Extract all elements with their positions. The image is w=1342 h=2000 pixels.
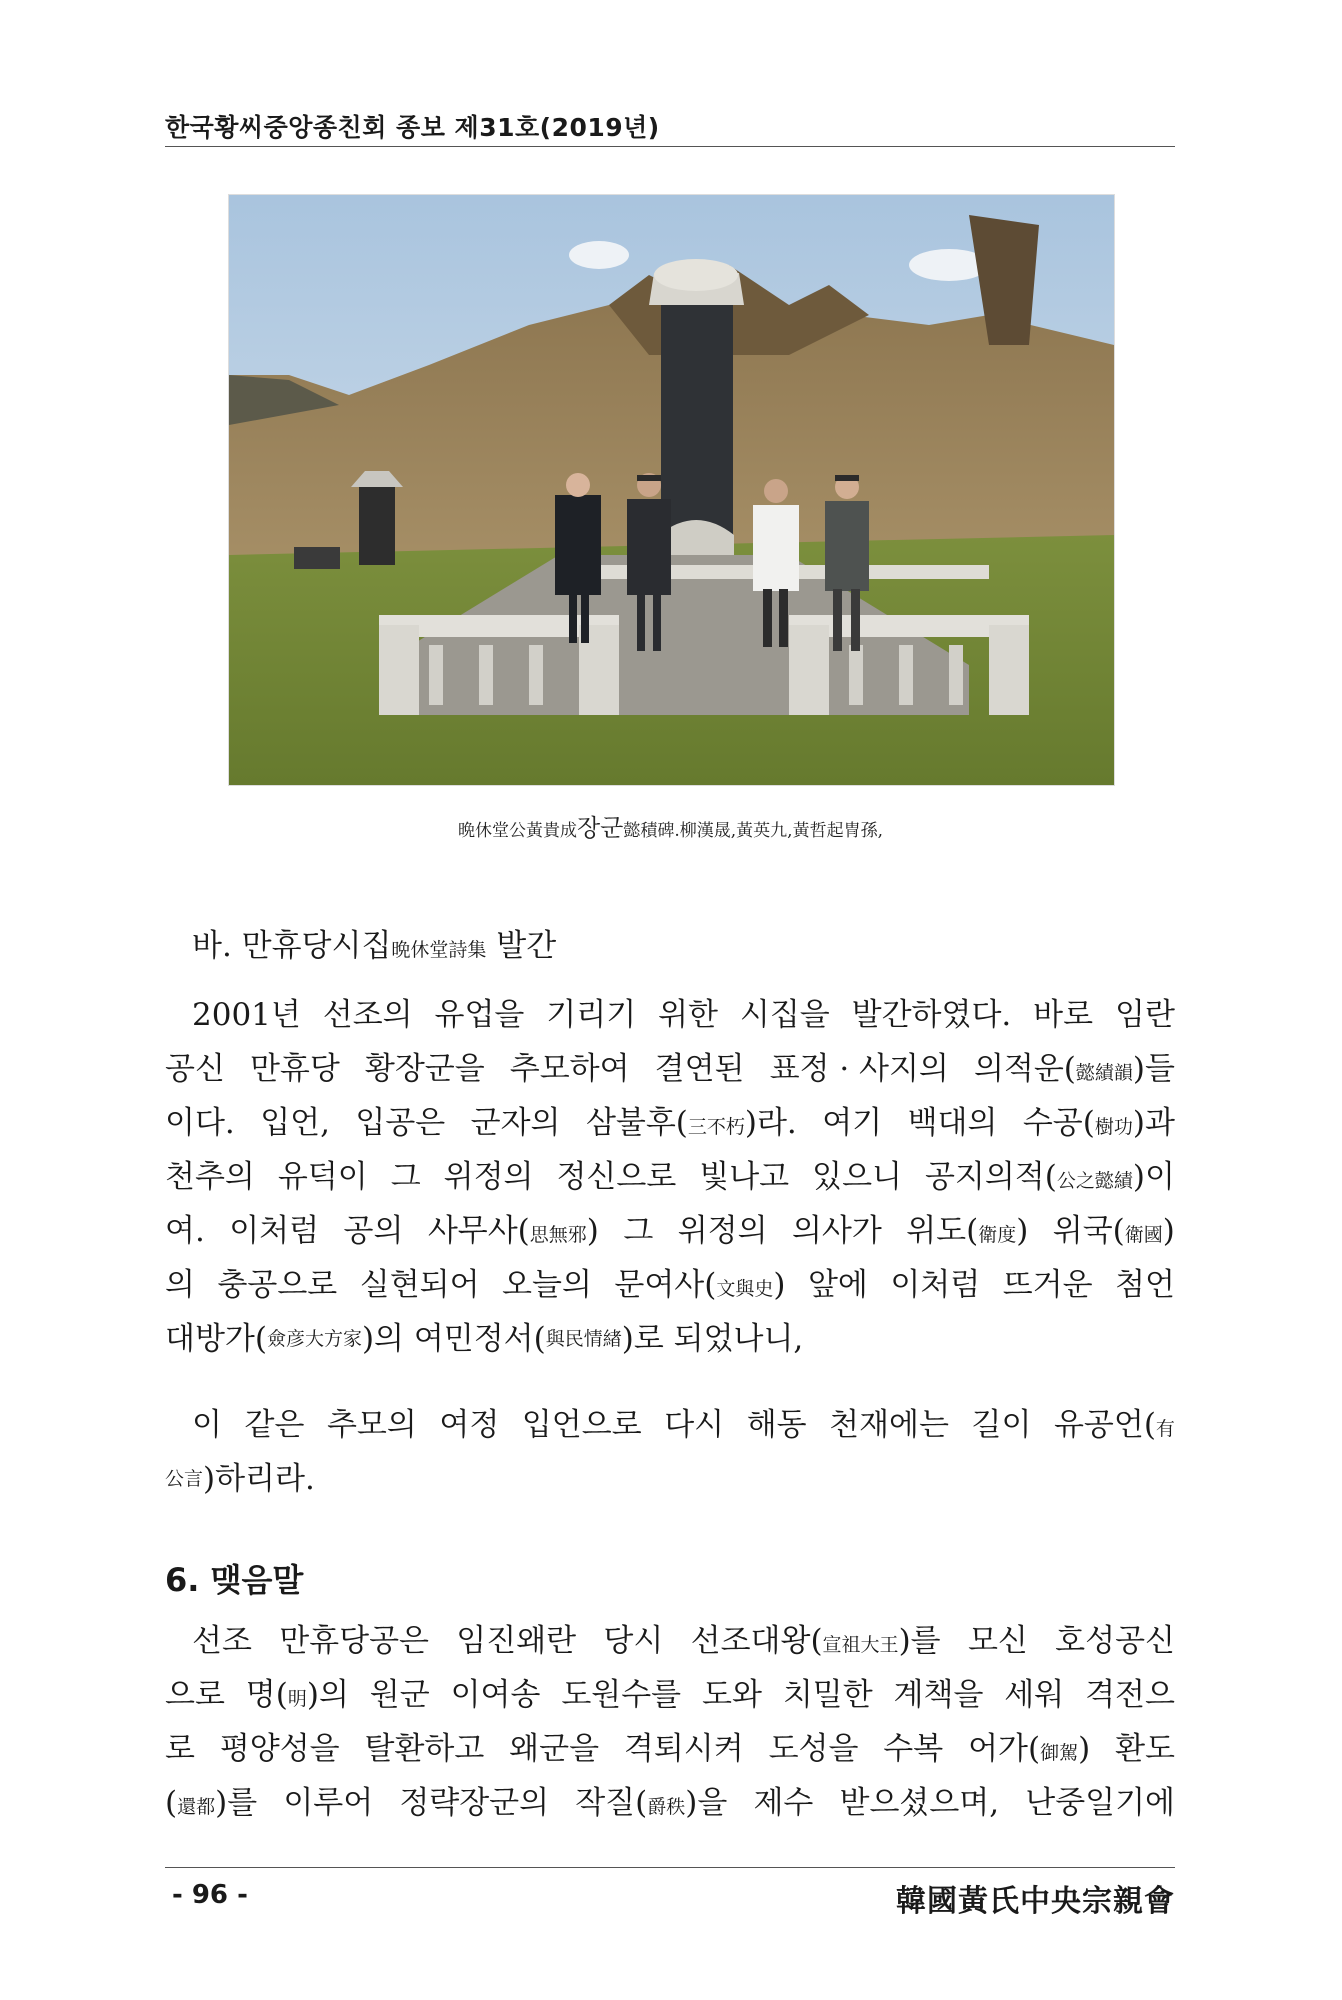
text-run: 이루어 <box>283 1785 374 1821</box>
text-run: 이 <box>192 1407 222 1443</box>
hanja-gloss: 爵秩 <box>647 1796 686 1818</box>
word <box>279 1614 429 1668</box>
word <box>1055 1614 1175 1668</box>
text-run: 같은 <box>244 1407 305 1443</box>
text-run: 작질( <box>575 1785 648 1821</box>
text-run: 의사가 <box>791 1213 882 1249</box>
word <box>808 1258 868 1312</box>
hanja-gloss: 懿績韻 <box>1075 1062 1133 1084</box>
text-run: )의 <box>306 1677 349 1713</box>
section-heading-ba <box>192 920 556 965</box>
text-run: 환도 <box>1115 1731 1175 1767</box>
text-run: 임진왜란 <box>456 1623 577 1659</box>
word <box>968 1614 1028 1668</box>
word <box>753 1776 813 1830</box>
text-run: 위국( <box>1052 1213 1125 1249</box>
word <box>829 1398 949 1452</box>
page-header-title: 한국황씨중앙종친회 종보 제31호(2019년) <box>165 113 660 142</box>
para1-line <box>165 1150 1175 1204</box>
text-run: 도와 <box>702 1677 762 1713</box>
text-run: 수공( <box>1022 1105 1095 1141</box>
text-run: 치밀한 <box>782 1677 873 1713</box>
text-run: 받으셨으며, <box>839 1785 1000 1821</box>
text-run: 여기 <box>822 1105 883 1141</box>
text-run: 이다. <box>165 1105 235 1141</box>
word <box>217 1258 337 1312</box>
text-run: 위한 <box>658 997 718 1033</box>
text-run: )과 <box>1132 1105 1175 1141</box>
word <box>792 1204 882 1258</box>
word <box>890 1258 980 1312</box>
word <box>399 1776 549 1830</box>
word <box>664 1398 724 1452</box>
word <box>192 988 301 1042</box>
word <box>323 988 413 1042</box>
word <box>229 1204 319 1258</box>
word <box>165 1150 255 1204</box>
caption-big: 장군 <box>577 814 624 842</box>
section-suffix: 발간 <box>486 928 557 964</box>
text-run: ) <box>1016 1213 1029 1249</box>
text-run: 계책을 <box>893 1677 984 1713</box>
text-run: 평양성을 <box>219 1731 340 1767</box>
memorial-photo <box>228 194 1115 786</box>
word <box>165 1668 225 1722</box>
text-run: 표정 · 사지의 <box>769 1051 949 1087</box>
text-run: 호성공신 <box>1055 1623 1175 1659</box>
word <box>456 1614 576 1668</box>
word <box>1115 988 1175 1042</box>
text-run: 추모하여 <box>509 1051 630 1087</box>
word <box>1115 1258 1175 1312</box>
text-run: 세워 <box>1004 1677 1065 1713</box>
word <box>220 1722 340 1776</box>
text-run: 의적운( <box>973 1051 1076 1087</box>
text-run: 선조의 <box>322 997 413 1033</box>
word <box>344 1204 404 1258</box>
word <box>575 1776 727 1830</box>
paragraph-2 <box>165 1398 1175 1506</box>
word <box>883 1722 943 1776</box>
section-hanja: 晩休堂詩集 <box>391 939 487 961</box>
text-run: 임란 <box>1115 997 1175 1033</box>
section-heading-6: 6. 맺음말 <box>165 1561 304 1599</box>
text-run: 도성을 <box>768 1731 859 1767</box>
word <box>1085 1668 1175 1722</box>
para1-line <box>165 988 1175 1042</box>
word <box>435 988 525 1042</box>
text-run: 만휴당공은 <box>279 1623 429 1659</box>
word <box>968 1722 1090 1776</box>
photo-caption <box>228 808 1113 843</box>
word <box>246 1668 349 1722</box>
word <box>471 1096 561 1150</box>
text-run: 공신 <box>165 1051 225 1087</box>
word <box>250 1042 340 1096</box>
text-run: 기리기 <box>546 997 637 1033</box>
word <box>165 1722 195 1776</box>
text-run: )를 <box>898 1623 941 1659</box>
text-run: 천재에는 <box>829 1407 949 1443</box>
word <box>1004 1668 1064 1722</box>
para3-line <box>165 1614 1175 1668</box>
footer-org-logo: 韓國黃氏中央宗親會 <box>896 1884 1175 1919</box>
para2-line <box>165 1398 1175 1452</box>
page-number: - 96 - <box>172 1880 248 1910</box>
hanja-gloss: 與民情緖 <box>545 1328 622 1350</box>
text-run: ) <box>1078 1731 1091 1767</box>
text-run: 위정의 <box>443 1159 534 1195</box>
text-run: 유업을 <box>434 997 525 1033</box>
word <box>603 1614 663 1668</box>
hanja-gloss: 樹功 <box>1094 1116 1133 1138</box>
word <box>972 1398 1032 1452</box>
hanja-gloss: 公之懿績 <box>1056 1170 1133 1192</box>
caption-post: 懿積碑.柳漢晟,黃英九,黃哲起冑孫, <box>623 821 883 841</box>
text-run: 왜군을 <box>509 1731 600 1767</box>
text-run: )라. <box>744 1105 797 1141</box>
word <box>360 1258 480 1312</box>
text-run: 입언, <box>260 1105 330 1141</box>
text-run: 모신 <box>967 1623 1028 1659</box>
word <box>691 1614 941 1668</box>
text-run: ) <box>773 1267 786 1303</box>
word <box>509 1722 599 1776</box>
text-run: 다시 <box>664 1407 725 1443</box>
text-run: 선조대왕( <box>690 1623 823 1659</box>
text-run: 여. <box>165 1213 205 1249</box>
word <box>546 988 636 1042</box>
text-run: 뜨거운 <box>1002 1267 1093 1303</box>
word <box>370 1668 430 1722</box>
word <box>365 1042 485 1096</box>
para3-line <box>165 1722 1175 1776</box>
text-run: 그 <box>623 1213 654 1249</box>
word <box>906 1204 1028 1258</box>
word <box>283 1776 373 1830</box>
hanja-gloss: 有 <box>1155 1418 1175 1440</box>
text-run: 탈환하고 <box>364 1731 485 1767</box>
text-run: 추모의 <box>326 1407 417 1443</box>
word <box>439 1398 499 1452</box>
word <box>974 1042 1175 1096</box>
section-prefix: 바. 만휴당시집 <box>192 928 392 964</box>
word <box>770 1042 949 1096</box>
text-run: 당시 <box>603 1623 664 1659</box>
hanja-gloss: 文與史 <box>716 1278 774 1300</box>
word <box>428 1204 599 1258</box>
para3-line <box>165 1776 1175 1830</box>
word <box>783 1668 873 1722</box>
text-run: 유공언( <box>1053 1407 1156 1443</box>
word <box>165 1776 257 1830</box>
hanja-gloss: 三不朽 <box>687 1116 745 1138</box>
word <box>658 988 718 1042</box>
word <box>365 1722 485 1776</box>
text-run: 바로 <box>1033 997 1094 1033</box>
word <box>925 1150 1175 1204</box>
hanja-gloss: 思無邪 <box>529 1224 587 1246</box>
text-run: )들 <box>1132 1051 1175 1087</box>
word <box>1025 1776 1175 1830</box>
word <box>655 1042 745 1096</box>
hanja-gloss: 明 <box>287 1688 307 1710</box>
word <box>624 1722 744 1776</box>
word <box>451 1668 541 1722</box>
text-run: 이여송 <box>450 1677 541 1713</box>
text-run: 오늘의 <box>502 1267 592 1303</box>
word <box>165 1096 235 1150</box>
text-run: 황장군을 <box>364 1051 485 1087</box>
word <box>561 1668 681 1722</box>
hanja-gloss: 御駕 <box>1040 1742 1079 1764</box>
word <box>444 1150 534 1204</box>
hanja-gloss: 公言 <box>165 1468 204 1490</box>
text-run: 이처럼 <box>229 1213 320 1249</box>
text-run: 선조 <box>192 1623 252 1659</box>
text-run: 수복 <box>883 1731 944 1767</box>
text-run: 위정의 <box>677 1213 768 1249</box>
word <box>678 1204 768 1258</box>
word <box>1023 1096 1175 1150</box>
text-run: ) <box>1162 1213 1175 1249</box>
word <box>586 1096 797 1150</box>
text-run: 유덕이 <box>277 1159 368 1195</box>
text-run: 정략장군의 <box>399 1785 550 1821</box>
text-run: 제수 <box>753 1785 814 1821</box>
word <box>260 1096 330 1150</box>
text-run: ) <box>586 1213 599 1249</box>
word <box>192 1614 252 1668</box>
hanja-gloss: 宣祖大王 <box>822 1634 899 1656</box>
word <box>699 1150 789 1204</box>
text-run: ( <box>165 1785 178 1821</box>
text-run: 결연된 <box>654 1051 745 1087</box>
word <box>355 1096 445 1150</box>
text-run: )하리라. <box>203 1461 315 1497</box>
text-run: 천추의 <box>165 1159 255 1195</box>
text-run: 첨언 <box>1115 1267 1175 1303</box>
word <box>1053 1204 1175 1258</box>
text-run: 만휴당 <box>249 1051 340 1087</box>
word <box>165 1204 205 1258</box>
word <box>852 988 1012 1042</box>
text-run: 해동 <box>746 1407 807 1443</box>
paragraph-3 <box>165 1614 1175 1830</box>
para1-line <box>165 1096 1175 1150</box>
hanja-gloss: 衛度 <box>978 1224 1017 1246</box>
text-run: 공의 <box>343 1213 404 1249</box>
text-run: 발간하였다. <box>851 997 1012 1033</box>
hanja-gloss: 還都 <box>177 1796 216 1818</box>
text-run: 그 <box>390 1159 421 1195</box>
text-run: 의 <box>165 1267 195 1303</box>
text-run: 있으니 <box>812 1159 902 1195</box>
word <box>740 988 830 1042</box>
word <box>1115 1722 1175 1776</box>
word <box>522 1398 642 1452</box>
text-run: 2001년 <box>192 997 301 1033</box>
text-run: 정신으로 <box>556 1159 677 1195</box>
word <box>908 1096 998 1150</box>
text-run: 길이 <box>971 1407 1032 1443</box>
text-run: 어가( <box>968 1731 1041 1767</box>
text-run: 명( <box>245 1677 288 1713</box>
text-run: 실현되어 <box>359 1267 480 1303</box>
text-run: 대방가( <box>165 1321 267 1357</box>
text-run: 충공으로 <box>217 1267 338 1303</box>
word <box>192 1398 222 1452</box>
word <box>165 1258 195 1312</box>
word <box>614 1258 785 1312</box>
word <box>165 1042 225 1096</box>
word <box>327 1398 417 1452</box>
text-run: 백대의 <box>907 1105 998 1141</box>
text-run: 이처럼 <box>890 1267 981 1303</box>
word <box>1003 1258 1093 1312</box>
word <box>278 1150 368 1204</box>
caption-pre: 晩休堂公黃貴成 <box>458 821 577 841</box>
text-run: 로 <box>165 1731 195 1767</box>
text-run: 사무사( <box>427 1213 530 1249</box>
word <box>769 1722 859 1776</box>
word <box>822 1096 882 1150</box>
word <box>623 1204 653 1258</box>
text-run: 격퇴시켜 <box>623 1731 744 1767</box>
text-run: )이 <box>1132 1159 1175 1195</box>
text-run: 원군 <box>369 1677 430 1713</box>
word <box>1033 988 1093 1042</box>
word <box>702 1668 762 1722</box>
text-run: 여정 <box>439 1407 500 1443</box>
para2-line <box>165 1452 1175 1506</box>
word <box>894 1668 984 1722</box>
word <box>747 1398 807 1452</box>
text-run: )의 여민정서( <box>361 1321 546 1357</box>
text-run: 입공은 <box>355 1105 446 1141</box>
word <box>510 1042 630 1096</box>
paragraph-1 <box>165 988 1175 1366</box>
hanja-gloss: 僉彦大方家 <box>266 1328 362 1350</box>
para1-line <box>165 1204 1175 1258</box>
para3-line <box>165 1668 1175 1722</box>
text-run: 시집을 <box>739 997 830 1033</box>
text-run: )를 <box>215 1785 258 1821</box>
text-run: )을 <box>685 1785 728 1821</box>
text-run: 앞에 <box>807 1267 868 1303</box>
para1-line <box>165 1312 1175 1366</box>
text-run: 격전으 <box>1085 1677 1175 1713</box>
word <box>840 1776 1000 1830</box>
word <box>391 1150 421 1204</box>
word <box>502 1258 592 1312</box>
word <box>812 1150 902 1204</box>
text-run: 난중일기에 <box>1025 1785 1175 1821</box>
text-run: 군자의 <box>470 1105 561 1141</box>
para1-line <box>165 1042 1175 1096</box>
text-run: 삼불후( <box>585 1105 688 1141</box>
header-rule <box>165 146 1175 147</box>
text-run: 문여사( <box>614 1267 717 1303</box>
text-run: 도원수를 <box>561 1677 682 1713</box>
text-run: 위도( <box>906 1213 979 1249</box>
footer-rule <box>165 1867 1175 1868</box>
text-run: 으로 <box>165 1677 225 1713</box>
word <box>1054 1398 1175 1452</box>
text-run: 입언으로 <box>521 1407 642 1443</box>
para1-line <box>165 1258 1175 1312</box>
word <box>245 1398 305 1452</box>
text-run: 빛나고 <box>699 1159 790 1195</box>
text-run: )로 되었나니, <box>621 1321 804 1357</box>
hanja-gloss: 衛國 <box>1124 1224 1163 1246</box>
word <box>556 1150 676 1204</box>
text-run: 공지의적( <box>924 1159 1057 1195</box>
